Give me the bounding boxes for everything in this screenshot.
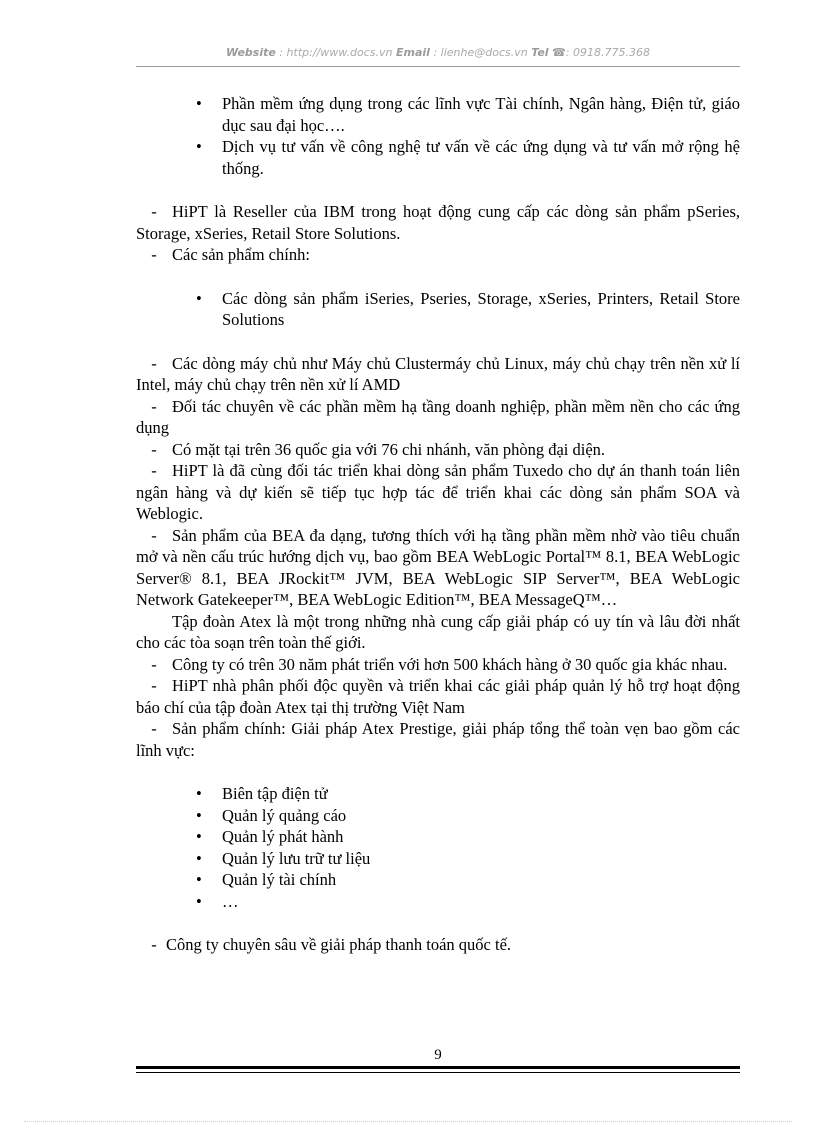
bullet-icon: • [196,848,202,868]
paragraph-ibm [136,201,740,244]
dash-marker: - [151,654,157,674]
list-item [136,136,740,179]
bullet-icon: • [196,891,202,911]
page-number: 9 [434,1047,442,1063]
paragraph-products-label [136,244,740,266]
list-item [136,783,740,805]
bullet-icon: • [196,805,202,825]
page-header [136,46,740,59]
dash-marker: - [151,245,157,264]
paragraph [136,718,740,761]
list-item [136,288,740,331]
list-item-text: Quản lý lưu trữ tư liệu [222,848,371,868]
bullet-icon: • [196,784,202,803]
paragraph-text: HiPT là đã cùng đối tác triển khai dòng sản phẩm Tuxedo cho dự án thanh toán liên ngân hàng và dự kiến sẽ tiếp tục hợp tác để triển khai các dòng sản phẩm SOA và Weblogic. [136,461,740,523]
paragraph-text: HiPT nhà phân phối độc quyền và triển khai các giải pháp quản lý hỗ trợ hoạt động báo chí của tập đoàn Atex tại thị trường Việt Nam [136,676,740,717]
paragraph [136,525,740,611]
website-value: : http://www.docs.vn [275,46,397,59]
paragraph [136,675,740,718]
paragraph-text: Sản phẩm chính: Giải pháp Atex Prestige, giải pháp tổng thể toàn vẹn bao gồm các lĩnh vực: [136,719,740,760]
paragraph-text: Đối tác chuyên về các phần mềm hạ tầng doanh nghiệp, phần mềm nền cho các ứng dụng [136,396,740,437]
paragraph-text: Có mặt tại trên 36 quốc gia với 76 chi nhánh, văn phòng đại diện. [172,439,606,459]
list-item-text: Phần mềm ứng dụng trong các lĩnh vực Tài chính, Ngân hàng, Điện tử, giáo dục sau đại học…. [222,94,740,135]
paragraph-text: Công ty chuyên sâu về giải pháp thanh toán quốc tế. [166,935,512,954]
dash-marker: - [151,396,157,416]
footer-rule-thick [136,1066,740,1069]
dash-marker: - [151,676,157,695]
email-label: Email [396,46,430,59]
list-item [136,848,740,870]
list-item-text: Dịch vụ tư vấn về công nghệ tư vấn về các ứng dụng và tư vấn mở rộng hệ thống. [222,137,740,178]
bullet-icon: • [196,94,202,113]
list-item-text: Quản lý tài chính [222,870,337,889]
bullet-icon: • [196,137,202,156]
paragraph [136,654,740,676]
ibm-bullet-list [136,288,740,331]
paragraph-last [136,934,740,956]
list-item-text: Quản lý quảng cáo [222,805,347,825]
paragraph-text: HiPT là Reseller của IBM trong hoạt động cung cấp các dòng sản phẩm pSeries, Storage, xSeries, Retail Store Solutions. [136,202,740,243]
dash-marker: - [151,935,157,954]
phone-icon: ☎ [552,46,566,59]
paragraph-text: Các sản phẩm chính: [172,245,310,264]
paragraph-text: Công ty có trên 30 năm phát triển với hơn 500 khách hàng ở 30 quốc gia khác nhau. [172,654,728,674]
paragraph-atex [136,611,740,654]
paragraph-text: Sản phẩm của BEA đa dạng, tương thích với hạ tầng phần mềm nhờ vào tiêu chuẩn mở và nền cấu trúc hướng dịch vụ, bao gồm BEA WebLogic Portal™ 8.1, BEA WebLogic Server® 8.1, BEA JRockit™ JVM, BEA WebLogic SIP Server™, BEA WebLogic Network Gatekeeper™, BEA WebLogic Edition™, BEA MessageQ™… [136,525,740,609]
list-item [136,869,740,891]
document-body [136,93,740,956]
website-label: Website [226,46,276,59]
dash-marker: - [151,525,157,545]
dash-marker: - [151,719,157,738]
bullet-icon: • [196,827,202,846]
list-item-text: … [222,891,239,911]
page-bottom-border [24,1121,792,1122]
list-item [136,93,740,136]
paragraph [136,353,740,396]
paragraph [136,439,740,461]
list-item [136,826,740,848]
tel-label: Tel [531,46,549,59]
dash-marker: - [151,202,157,221]
list-item [136,805,740,827]
email-value: : lienhe@docs.vn [429,46,532,59]
list-item-text: Các dòng sản phẩm iSeries, Pseries, Storage, xSeries, Printers, Retail Store Solutions [222,288,740,329]
paragraph-text: Tập đoàn Atex là một trong những nhà cung cấp giải pháp có uy tín và lâu đời nhất cho các tòa soạn trên toàn thế giới. [136,611,740,652]
header-divider [136,66,740,67]
dash-marker: - [151,353,157,373]
list-item-text: Quản lý phát hành [222,827,344,846]
tel-value: : 0918.775.368 [565,46,650,59]
list-item [136,891,740,913]
bullet-icon: • [196,288,202,308]
paragraph-text: Các dòng máy chủ như Máy chủ Clustermáy chủ Linux, máy chủ chạy trên nền xử lí Intel, máy chủ chạy trên nền xử lí AMD [136,353,740,394]
top-bullet-list [136,93,740,179]
list-item-text: Biên tập điện tử [222,784,328,803]
dash-marker: - [151,461,157,480]
dash-marker: - [151,439,157,459]
bullet-icon: • [196,870,202,889]
footer-rule-thin [136,1072,740,1073]
paragraph [136,460,740,525]
paragraph [136,396,740,439]
atex-bullet-list [136,783,740,912]
